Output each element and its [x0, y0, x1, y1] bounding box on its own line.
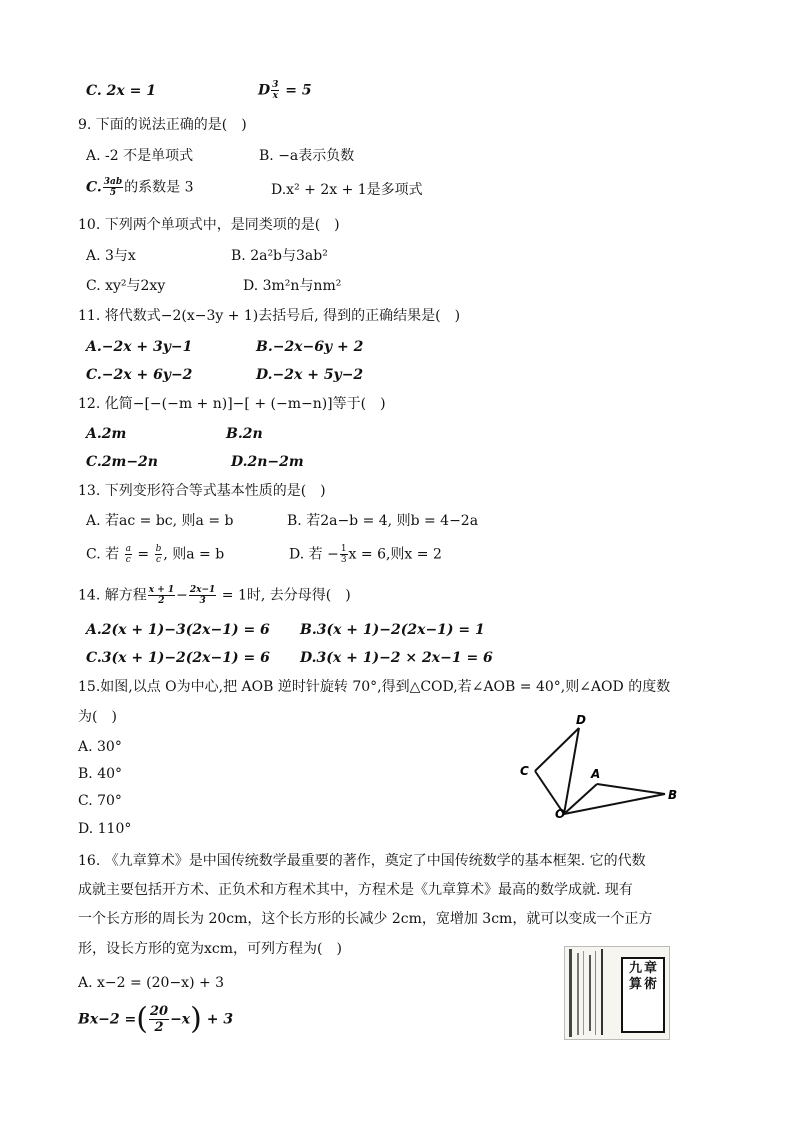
- q16-line4: 形，设长方形的宽为xcm，可列方程为( ): [78, 941, 342, 957]
- q14-stem: 14. 解方程 $\frac{x + 1}{2}$ − $\frac{2x-1}{3}$ = 1时, 去分母得( ): [78, 585, 351, 606]
- q8-option-c: C. 2x = 1: [86, 83, 156, 99]
- q13-option-d: D. 若 − $\frac{1}{3}$ x = 6,则x = 2: [289, 544, 442, 565]
- q11-option-b: B.−2x−6y + 2: [256, 339, 364, 355]
- q11-option-d: D.−2x + 5y−2: [256, 367, 364, 383]
- q8-option-d: D $\frac{3}{x}$ = 5: [258, 80, 312, 101]
- q12-option-b: B.2n: [226, 426, 263, 442]
- q9-option-d: D.x² + 2x + 1是多项式: [271, 182, 423, 198]
- title-char: 九: [628, 961, 642, 976]
- q11-stem: 11. 将代数式−2(x−3y + 1)去括号后, 得到的正确结果是( ): [78, 308, 461, 324]
- q11-option-c: C.−2x + 6y−2: [86, 367, 193, 383]
- q10-option-c: C. xy²与2xy: [86, 278, 166, 294]
- title-char: 算: [628, 977, 642, 992]
- label-c: C: [520, 764, 529, 778]
- q12-option-a: A.2m: [86, 426, 127, 442]
- q10-option-d: D. 3m²n与nm²: [243, 278, 342, 294]
- q13-option-a: A. 若ac = bc, 则a = b: [86, 513, 234, 529]
- q14-option-b: B.3(x + 1)−2(2x−1) = 1: [300, 622, 485, 638]
- q10-stem: 10. 下列两个单项式中，是同类项的是( ): [78, 217, 340, 233]
- q12-option-c: C.2m−2n: [86, 454, 158, 470]
- q12-stem: 12. 化简−[−(−m + n)]−[ + (−m−n)]等于( ): [78, 396, 386, 412]
- q16-option-b: Bx−2 =( $\frac{20}{2}$ −x) + 3: [78, 1001, 234, 1037]
- nine-chapters-book-image: [564, 946, 670, 1040]
- q9-option-b: B. −a表示负数: [259, 148, 355, 164]
- q12-option-d: D.2n−2m: [231, 454, 304, 470]
- q16-option-a: A. x−2 = (20−x) + 3: [78, 975, 225, 991]
- q15-stem-line2: 为( ): [78, 709, 117, 725]
- q15-option-c: C. 70°: [78, 793, 122, 809]
- label-b: B: [668, 788, 678, 802]
- q16-line2: 成就主要包括开方术、正负术和方程术其中，方程术是《九章算术》最高的数学成就. 现有: [78, 882, 633, 898]
- q13-option-b: B. 若2a−b = 4, 则b = 4−2a: [287, 513, 479, 529]
- q14-option-c: C.3(x + 1)−2(2x−1) = 6: [86, 650, 270, 666]
- q11-option-a: A.−2x + 3y−1: [86, 339, 193, 355]
- label-a: A: [591, 767, 601, 781]
- q14-option-a: A.2(x + 1)−3(2x−1) = 6: [86, 622, 270, 638]
- q15-option-b: B. 40°: [78, 766, 123, 782]
- q16-line3: 一个长方形的周长为 20cm，这个长方形的长减少 2cm，宽增加 3cm，就可以变成一个正方: [78, 911, 653, 927]
- q9-stem: 9. 下面的说法正确的是( ): [78, 117, 247, 133]
- q10-option-b: B. 2a²b与3ab²: [231, 248, 328, 264]
- q14-option-d: D.3(x + 1)−2 × 2x−1 = 6: [300, 650, 493, 666]
- rotation-figure: [515, 705, 695, 820]
- q13-option-c: C. 若 $\frac{a}{c}$ = $\frac{b}{c}$ , 则a = b: [86, 544, 225, 565]
- q9-option-c: C. $\frac{3ab}{5}$ 的系数是 3: [86, 177, 194, 198]
- q13-stem: 13. 下列变形符合等式基本性质的是( ): [78, 483, 326, 499]
- label-d: D: [576, 713, 586, 727]
- q9-option-a: A. -2 不是单项式: [86, 148, 194, 164]
- title-char: 術: [643, 977, 657, 992]
- q15-option-a: A. 30°: [78, 739, 122, 755]
- title-char: 章: [643, 961, 657, 976]
- book-title-label: [621, 957, 665, 1033]
- q15-option-d: D. 110°: [78, 821, 132, 837]
- q10-option-a: A. 3与x: [86, 248, 136, 264]
- label-o: O: [555, 807, 566, 820]
- q15-stem-line1: 15.如图,以点 O为中心,把 AOB 逆时针旋转 70°,得到△COD,若∠AOB = 40°,则∠AOD 的度数: [78, 679, 671, 695]
- q16-line1: 16. 《九章算术》是中国传统数学最重要的著作，奠定了中国传统数学的基本框架. 它的代数: [78, 853, 646, 869]
